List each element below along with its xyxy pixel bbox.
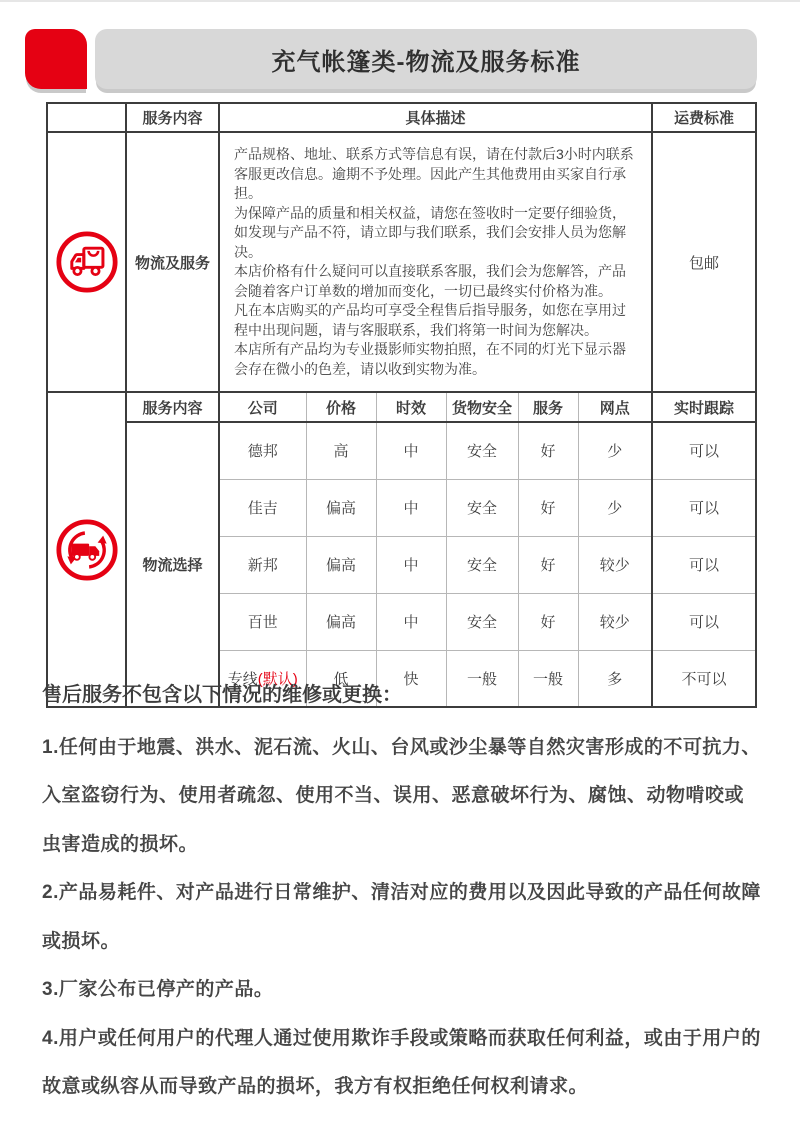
tracking-cell: 可以 — [652, 536, 756, 593]
description-paragraph: 为保障产品的质量和相关权益，请您在签收时一定要仔细验货，如发现与产品不符，请立即与我们联系，我们会安排人员为您解决。 — [234, 204, 626, 260]
col-header-description: 具体描述 — [219, 103, 652, 132]
description-paragraph: 本店所有产品均为专业摄影师实物拍照，在不同的灯光下显示器会存在微小的色差，请以收到实物为准。 — [234, 341, 626, 377]
description-paragraph: 产品规格、地址、联系方式等信息有误，请在付款后3小时内联系客服更改信息。逾期不予处理。因此产生其他费用由买家自行承担。 — [234, 146, 634, 201]
col-header-realtime-tracking: 实时跟踪 — [652, 392, 756, 422]
after-sales-heading: 售后服务不包含以下情况的维修或更换： — [42, 684, 402, 706]
price-cell: 偏高 — [306, 536, 376, 593]
company-name: 德邦 — [247, 443, 278, 461]
col-header-cargo-safety: 货物安全 — [446, 392, 518, 422]
col-header-service-content: 服务内容 — [126, 103, 219, 132]
service-standards-table — [46, 102, 757, 708]
company-cell — [219, 479, 306, 536]
speed-cell: 快 — [376, 650, 446, 707]
col-header-shipping-standard: 运费标准 — [652, 103, 756, 132]
tracking-cell: 可以 — [652, 593, 756, 650]
outlets-cell: 较少 — [578, 536, 652, 593]
after-sales-notes — [42, 682, 762, 1112]
row-label-logistics-service: 物流及服务 — [126, 132, 219, 392]
service-cell: 一般 — [518, 650, 578, 707]
col-header-company: 公司 — [219, 392, 306, 422]
cargo-safety-cell: 安全 — [446, 479, 518, 536]
speed-cell: 中 — [376, 422, 446, 479]
tracking-cell: 可以 — [652, 422, 756, 479]
logistics-service-icon-cell — [47, 132, 126, 392]
col-header-service: 服务 — [518, 392, 578, 422]
company-name: 佳吉 — [247, 500, 278, 517]
col-header-outlets: 网点 — [578, 392, 652, 422]
company-name: 专线 — [227, 670, 258, 688]
company-cell — [219, 593, 306, 650]
row-label-logistics-choice: 物流选择 — [126, 422, 219, 707]
cargo-safety-cell: 安全 — [446, 593, 518, 650]
title-bar — [95, 29, 757, 89]
after-sales-item-4: 4.用户或任何用户的代理人通过使用欺诈手段或策略而获取任何利益，或由于用户的故意或纵容从而导致产品的损坏，我方有权拒绝任何权利请求。 — [42, 1027, 761, 1098]
speed-cell: 中 — [376, 593, 446, 650]
price-cell: 偏高 — [306, 479, 376, 536]
description-paragraph: 凡在本店购买的产品均可享受全程售后指导服务，如您在享用过程中出现问题，请与客服联系，我们将第一时间为您解决。 — [234, 302, 626, 338]
after-sales-item-3: 3.厂家公布已停产的产品。 — [42, 979, 274, 1001]
delivery-truck-bag-icon — [53, 228, 121, 296]
service-cell: 好 — [518, 536, 578, 593]
company-name: 百世 — [247, 614, 278, 631]
cargo-safety-cell: 一般 — [446, 650, 518, 707]
col-header-price: 价格 — [306, 392, 376, 422]
cargo-safety-cell: 安全 — [446, 422, 518, 479]
service-cell: 好 — [518, 593, 578, 650]
outlets-cell: 较少 — [578, 593, 652, 650]
red-accent-block — [25, 29, 87, 89]
service-cell: 好 — [518, 479, 578, 536]
col-header-speed: 时效 — [376, 392, 446, 422]
company-cell — [219, 422, 306, 479]
price-cell: 偏高 — [306, 593, 376, 650]
logistics-choice-icon-cell — [47, 392, 126, 707]
company-name: 新邦 — [247, 557, 278, 574]
icon-column-header-cell — [47, 103, 126, 132]
after-sales-item-2: 2.产品易耗件、对产品进行日常维护、清洁对应的费用以及因此导致的产品任何故障或损坏。 — [42, 882, 761, 952]
after-sales-item-1: 1.任何由于地震、洪水、泥石流、火山、台风或沙尘暴等自然灾害形成的不可抗力、入室盗窃行为、使用者疏忽、使用不当、误用、恶意破坏行为、腐蚀、动物啃咬或虫害造成的损坏。 — [42, 737, 761, 855]
price-cell: 低 — [306, 650, 376, 707]
cargo-safety-cell: 安全 — [446, 536, 518, 593]
truck-cycle-arrows-icon — [53, 516, 121, 584]
table-row — [47, 422, 756, 479]
service-cell: 好 — [518, 422, 578, 479]
col-header-service-content-2: 服务内容 — [126, 392, 219, 422]
tracking-cell: 可以 — [652, 479, 756, 536]
outlets-cell: 少 — [578, 422, 652, 479]
description-paragraph: 本店价格有什么疑问可以直接联系客服，我们会为您解答，产品会随着客户订单数的增加而变化，一切已最终实付价格为准。 — [234, 263, 626, 299]
company-cell — [219, 536, 306, 593]
speed-cell: 中 — [376, 536, 446, 593]
shipping-standard-value: 包邮 — [652, 132, 756, 392]
tracking-cell: 不可以 — [681, 670, 727, 688]
outlets-cell: 少 — [578, 479, 652, 536]
price-cell: 高 — [306, 422, 376, 479]
outlets-cell: 多 — [578, 650, 652, 707]
speed-cell: 中 — [376, 479, 446, 536]
service-description-cell — [219, 132, 652, 392]
company-default-tag: (默认) — [257, 670, 298, 688]
header-banner — [0, 2, 800, 102]
page-title: 充气帐篷类-物流及服务标准 — [271, 48, 581, 76]
